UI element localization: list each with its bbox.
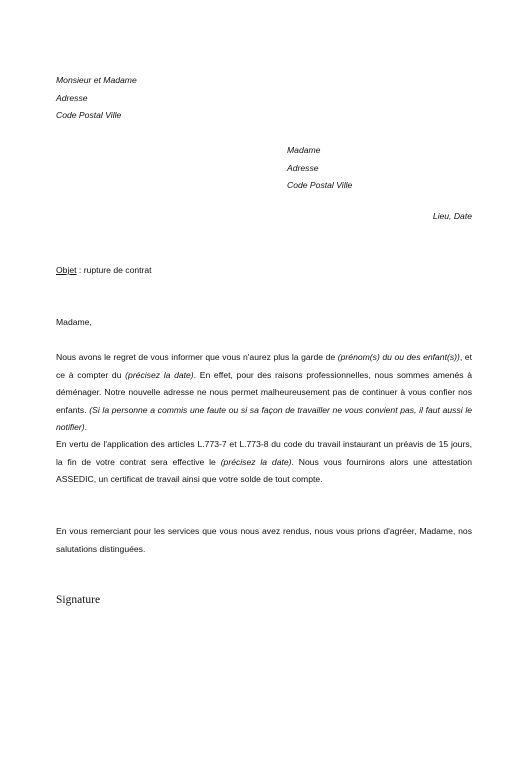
sender-address: Adresse <box>56 92 88 103</box>
paragraph-2-text-2: . Nous vous fournirons alors une attestation ASSEDIC, un certificat de travail ainsi que votre solde de tout compte. <box>56 456 472 484</box>
place-date: Lieu, Date <box>432 211 472 221</box>
recipient-address-block <box>287 142 352 195</box>
paragraph-1-italic-2: (précisez la date) <box>125 369 194 380</box>
paragraph-2-italic-1: (précisez la date) <box>220 456 292 467</box>
paragraph-1-text-2: , et ce à compter du <box>56 352 472 380</box>
subject-text: rupture de contrat <box>83 265 152 275</box>
paragraph-3: En vous remerciant pour les services que vous nous avez rendus, nous vous prions d'agréer, Madame, nos salutations distinguées. <box>56 526 472 554</box>
signature: Signature <box>56 594 101 606</box>
sender-address-block <box>56 72 137 125</box>
subject-line <box>56 265 152 275</box>
paragraph-2-text-1: En vertu de l'application des articles L.773-7 et L.773-8 du code du travail instaurant un préavis de 15 jours, la fin de votre contrat sera effective le <box>56 439 472 467</box>
paragraph-1-text-4: . <box>84 422 88 432</box>
recipient-city: Code Postal Ville <box>287 180 353 190</box>
paragraph-1 <box>56 349 472 437</box>
salutation: Madame, <box>56 317 92 327</box>
paragraph-2 <box>56 436 472 489</box>
paragraph-1-text-3: . En effet, pour des raisons professionnelles, nous sommes amenés à déménager. Notre nouvelle adresse ne nous permet malheureusement pas de continuer à vous confier nos enfants. <box>56 369 472 415</box>
paragraph-1-italic-3: (Si la personne a commis une faute ou si sa façon de travailler ne vous convient pas, il faut aussi le notifier) <box>56 404 473 432</box>
recipient-address: Adresse <box>287 162 319 173</box>
subject-label: Objet <box>56 265 77 275</box>
recipient-name: Madame <box>287 145 321 155</box>
paragraph-1-italic-1: (prénom(s) du ou des enfant(s)) <box>337 352 460 362</box>
paragraph-1-text-1: Nous avons le regret de vous informer que vous n'aurez plus la garde de <box>56 352 338 362</box>
subject-separator: : <box>76 265 84 275</box>
sender-name: Monsieur et Madame <box>56 75 137 85</box>
sender-city: Code Postal Ville <box>56 110 122 120</box>
